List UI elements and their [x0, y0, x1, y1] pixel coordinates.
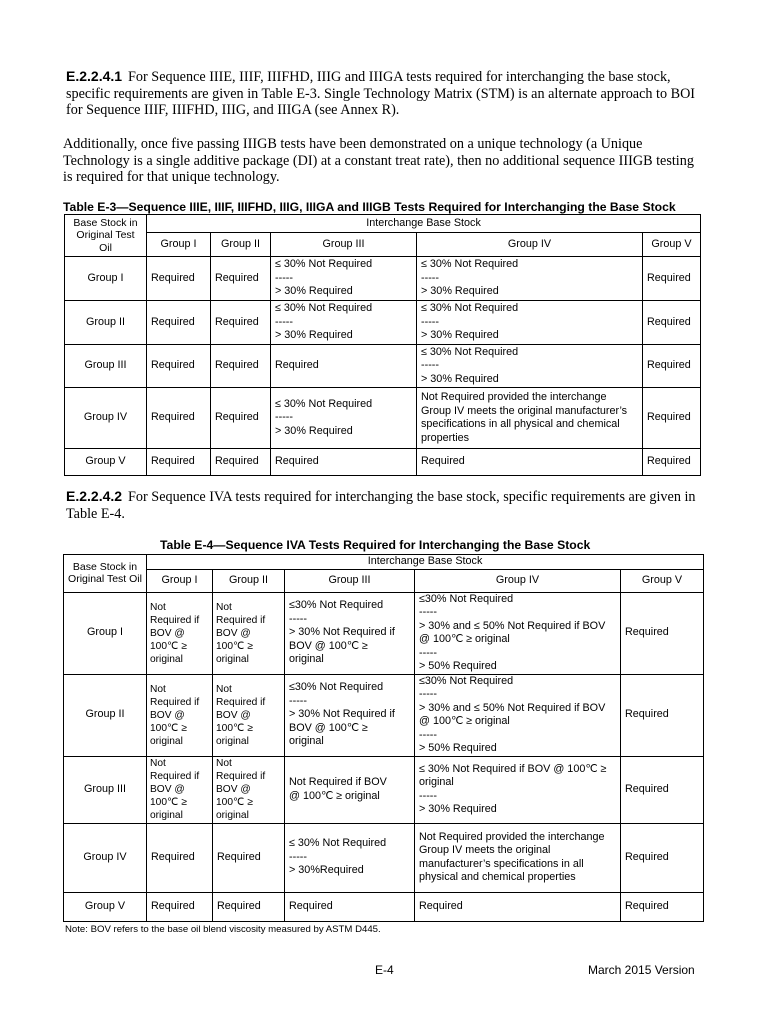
row-header: Group III: [65, 345, 147, 388]
cell-line: > 30% Required: [275, 424, 353, 437]
cell-line: Required: [625, 626, 669, 639]
table-cell: [211, 301, 271, 345]
table-cell: [211, 449, 271, 476]
version-label: March 2015 Version: [588, 963, 695, 977]
cell-line: -----: [421, 271, 439, 284]
cell-line: Required: [217, 899, 261, 912]
cell-line: ≤ 30% Not Required: [275, 397, 373, 410]
table-note: Note: BOV refers to the base oil blend viscosity measured by ASTM D445.: [65, 924, 381, 935]
cell-line: physical and chemical properties: [419, 871, 576, 883]
table-cell: [271, 449, 417, 476]
table-cell: [271, 301, 417, 345]
table-e4-caption: Table E-4—Sequence IVA Tests Required for Interchanging the Base Stock: [160, 538, 591, 552]
table-cell: [147, 823, 213, 892]
cell-line: @ 100℃ ≥ original: [419, 633, 510, 645]
cell-line: Required: [625, 899, 669, 912]
cell-line: ≤ 30% Not Required: [421, 302, 519, 315]
table-cell: [285, 823, 415, 892]
cell-line: Required: [151, 315, 195, 328]
table-e3: [64, 214, 701, 476]
cell-line: original: [289, 735, 324, 748]
cell-line: Required: [275, 359, 319, 372]
table-cell: [213, 823, 285, 892]
cell-line: -----: [419, 688, 437, 700]
cell-line: Required: [151, 899, 195, 912]
table-cell: [147, 756, 213, 823]
table-cell: [211, 345, 271, 388]
cell-line: > 30% Required: [275, 329, 353, 342]
cell-line: Required: [215, 315, 259, 328]
table-row: [65, 449, 701, 476]
column-header: Group IV: [417, 233, 643, 257]
row-header: Group I: [64, 592, 147, 674]
table-cell: [285, 756, 415, 823]
cell-line: -----: [275, 411, 293, 424]
cell-line: Required: [647, 359, 691, 372]
cell-line: Required: [151, 850, 195, 863]
cell-line: Required if: [216, 614, 266, 626]
cell-line: > 30% Not Required if: [289, 626, 395, 639]
table-cell: [643, 388, 701, 449]
cell-line: -----: [419, 646, 437, 659]
table-cell: [285, 592, 415, 674]
cell-line: -----: [421, 315, 439, 328]
cell-line: > 30%Required: [289, 864, 364, 877]
table-header-row: [64, 555, 704, 570]
cell-line: Required: [217, 850, 261, 863]
cell-line: > 30% Required: [275, 285, 353, 298]
table-cell: [147, 674, 213, 756]
cell-line: @ 100℃ ≥ original: [289, 789, 380, 802]
cell-line: Not: [216, 601, 232, 613]
cell-line: Not: [150, 758, 166, 769]
cell-line: -----: [289, 612, 307, 625]
cell-line: ≤ 30% Not Required if BOV @ 100℃ ≥: [419, 762, 607, 775]
column-header: Group IV: [415, 569, 621, 592]
table-cell: [417, 449, 643, 476]
table-cell: [213, 674, 285, 756]
table-cell: [415, 592, 621, 674]
cell-line: ≤ 30% Not Required: [275, 302, 373, 315]
row-header: Group I: [65, 257, 147, 301]
cell-line: BOV @: [216, 709, 251, 721]
table-cell: [213, 592, 285, 674]
cell-line: Not: [150, 683, 166, 695]
cell-line: BOV @: [150, 784, 185, 795]
cell-line: BOV @: [216, 784, 251, 795]
table-cell: [415, 892, 621, 921]
cell-line: -----: [419, 728, 437, 741]
table-cell: [415, 674, 621, 756]
column-header: Group V: [643, 233, 701, 257]
table-cell: [417, 257, 643, 301]
corner-header: Base Stock in Original Test Oil: [65, 215, 147, 257]
table-cell: [213, 892, 285, 921]
table-cell: [271, 388, 417, 449]
section-e2242-paragraph: [66, 488, 706, 522]
cell-line: original: [216, 810, 249, 821]
table-cell: [417, 345, 643, 388]
table-cell: [621, 892, 704, 921]
cell-line: Required if: [216, 771, 266, 782]
table-cell: [415, 756, 621, 823]
table-cell: [271, 345, 417, 388]
cell-line: Not Required provided the interchange Group IV meets the original manufacturer’s specifications in all physical and chemical properties: [421, 391, 628, 444]
table-row: [64, 756, 704, 823]
cell-line: original: [150, 653, 183, 665]
cell-line: Not Required if BOV: [289, 776, 387, 788]
cell-line: Required: [215, 411, 259, 424]
table-row: [64, 592, 704, 674]
cell-line: Required: [421, 455, 465, 468]
cell-line: 100℃ ≥: [150, 640, 187, 652]
cell-line: Required: [215, 271, 259, 284]
cell-line: original: [289, 653, 324, 666]
cell-line: -----: [421, 359, 439, 372]
table-row: [65, 301, 701, 345]
cell-line: Not: [216, 758, 232, 769]
cell-line: ≤30% Not Required: [289, 681, 384, 694]
table-cell: [147, 345, 211, 388]
cell-line: original: [150, 735, 183, 747]
table-cell: [147, 301, 211, 345]
table-row: [64, 674, 704, 756]
cell-line: 100℃ ≥: [150, 722, 187, 734]
cell-line: original: [419, 776, 454, 788]
cell-line: @ 100℃ ≥ original: [419, 715, 510, 727]
cell-line: Required: [151, 455, 195, 468]
cell-line: ≤ 30% Not Required: [421, 258, 519, 271]
cell-line: Required if: [216, 696, 266, 708]
column-header-row: [64, 569, 704, 592]
table-cell: [211, 257, 271, 301]
table-cell: [643, 345, 701, 388]
cell-line: -----: [419, 606, 437, 618]
cell-line: -----: [289, 694, 307, 707]
cell-line: -----: [289, 850, 307, 863]
cell-line: Not: [216, 683, 232, 695]
row-header: Group IV: [64, 823, 147, 892]
interchange-header: Interchange Base Stock: [147, 555, 704, 570]
column-header: Group II: [211, 233, 271, 257]
row-header: Group IV: [65, 388, 147, 449]
row-header: Group III: [64, 756, 147, 823]
interchange-header: Interchange Base Stock: [147, 215, 701, 233]
table-cell: [621, 823, 704, 892]
table-cell: [211, 388, 271, 449]
cell-line: > 30% Required: [421, 329, 499, 342]
cell-line: Required: [625, 850, 669, 863]
section-number: E.2.2.4.2: [66, 488, 123, 504]
cell-line: BOV @ 100℃ ≥: [289, 721, 368, 734]
cell-line: Required if: [150, 696, 200, 708]
cell-line: -----: [275, 315, 293, 328]
cell-line: Not Required provided the interchange: [419, 830, 605, 843]
table-row: [64, 892, 704, 921]
cell-line: BOV @ 100℃ ≥: [289, 639, 368, 652]
column-header: Group III: [271, 233, 417, 257]
cell-line: Required: [151, 359, 195, 372]
table-row: [65, 345, 701, 388]
section-text: For Sequence IIIE, IIIF, IIIFHD, IIIG and IIIGA tests required for interchanging the base stock, specific requirements are given in Table E-3. Single Technology Matrix (STM) is an alternate approach to BOI for Sequence IIIF, IIIFHD, IIIG, and IIIGA (see Annex R).: [66, 69, 696, 119]
table-cell: [417, 388, 643, 449]
cell-line: Required: [275, 455, 319, 468]
table-cell: [621, 674, 704, 756]
table-e3-caption: Table E-3—Sequence IIIE, IIIF, IIIFHD, IIIG, IIIGA and IIIGB Tests Required for Interchanging the Base Stock: [63, 200, 676, 214]
table-cell: [643, 301, 701, 345]
column-header: Group I: [147, 233, 211, 257]
cell-line: > 30% Required: [419, 803, 497, 815]
cell-line: Required: [419, 899, 463, 912]
cell-line: Required: [215, 359, 259, 372]
table-cell: [415, 823, 621, 892]
cell-line: ≤30% Not Required: [419, 592, 514, 605]
table-cell: [285, 674, 415, 756]
table-cell: [147, 449, 211, 476]
table-cell: [147, 257, 211, 301]
cell-line: ≤30% Not Required: [419, 674, 514, 687]
corner-header: Base Stock in Original Test Oil: [64, 555, 147, 593]
section-text: For Sequence IVA tests required for interchanging the base stock, specific requirements are given in Table E-4.: [66, 489, 696, 522]
cell-line: Required: [151, 271, 195, 284]
cell-line: ≤ 30% Not Required: [289, 837, 387, 850]
table-cell: [271, 257, 417, 301]
cell-line: Required if: [150, 771, 200, 782]
cell-line: 100℃ ≥: [216, 640, 253, 652]
cell-line: manufacturer’s specifications in all: [419, 857, 584, 870]
table-cell: [643, 257, 701, 301]
table-cell: [643, 449, 701, 476]
section-number: E.2.2.4.1: [66, 68, 123, 84]
cell-line: Group IV meets the original: [419, 844, 551, 856]
cell-line: Required: [647, 271, 691, 284]
row-header: Group II: [65, 301, 147, 345]
table-cell: [621, 756, 704, 823]
cell-line: BOV @: [216, 627, 251, 639]
cell-line: ≤ 30% Not Required: [275, 258, 373, 271]
row-header: Group V: [64, 892, 147, 921]
column-header: Group II: [213, 569, 285, 592]
cell-line: Required: [289, 899, 333, 912]
cell-line: -----: [419, 789, 437, 802]
table-row: [65, 257, 701, 301]
cell-line: Required: [625, 782, 669, 795]
cell-line: > 30% Not Required if: [289, 708, 395, 721]
row-header: Group II: [64, 674, 147, 756]
cell-line: Required: [625, 708, 669, 721]
cell-line: Required: [647, 315, 691, 328]
additional-paragraph: Additionally, once five passing IIIGB tests have been demonstrated on a unique technology (a Unique Technology is a single additive package (DI) at a constant treat rate), then no additional sequence IIIGB testing is required for that unique technology.: [63, 136, 694, 186]
cell-line: original: [150, 810, 183, 821]
table-cell: [147, 592, 213, 674]
table-cell: [417, 301, 643, 345]
cell-line: > 50% Required: [419, 660, 497, 672]
cell-line: > 30% and ≤ 50% Not Required if BOV: [419, 619, 606, 632]
cell-line: Required: [647, 455, 691, 468]
cell-line: Required: [151, 411, 195, 424]
cell-line: BOV @: [150, 627, 185, 639]
table-cell: [621, 592, 704, 674]
cell-line: > 30% Required: [421, 285, 499, 298]
table-row: [65, 388, 701, 449]
cell-line: 100℃ ≥: [150, 797, 187, 808]
table-cell: [147, 388, 211, 449]
cell-line: -----: [275, 271, 293, 284]
cell-line: Required: [647, 411, 691, 424]
cell-line: Required if: [150, 614, 200, 626]
cell-line: BOV @: [150, 709, 185, 721]
row-header: Group V: [65, 449, 147, 476]
cell-line: 100℃ ≥: [216, 722, 253, 734]
table-row: [64, 823, 704, 892]
column-header: Group III: [285, 569, 415, 592]
cell-line: Not: [150, 601, 166, 613]
column-header-row: [65, 233, 701, 257]
section-e2241-paragraph: [66, 68, 706, 119]
table-cell: [147, 892, 213, 921]
cell-line: ≤ 30% Not Required: [421, 345, 519, 358]
cell-line: 100℃ ≥: [216, 797, 253, 808]
column-header: Group V: [621, 569, 704, 592]
cell-line: Required: [215, 455, 259, 468]
table-e4: [63, 554, 704, 922]
column-header: Group I: [147, 569, 213, 592]
cell-line: original: [216, 653, 249, 665]
table-cell: [213, 756, 285, 823]
cell-line: original: [216, 735, 249, 747]
table-cell: [285, 892, 415, 921]
cell-line: ≤30% Not Required: [289, 599, 384, 612]
cell-line: > 30% and ≤ 50% Not Required if BOV: [419, 701, 606, 714]
cell-line: > 50% Required: [419, 742, 497, 754]
page-number: E-4: [375, 963, 394, 977]
table-header-row: [65, 215, 701, 233]
cell-line: > 30% Required: [421, 372, 499, 385]
